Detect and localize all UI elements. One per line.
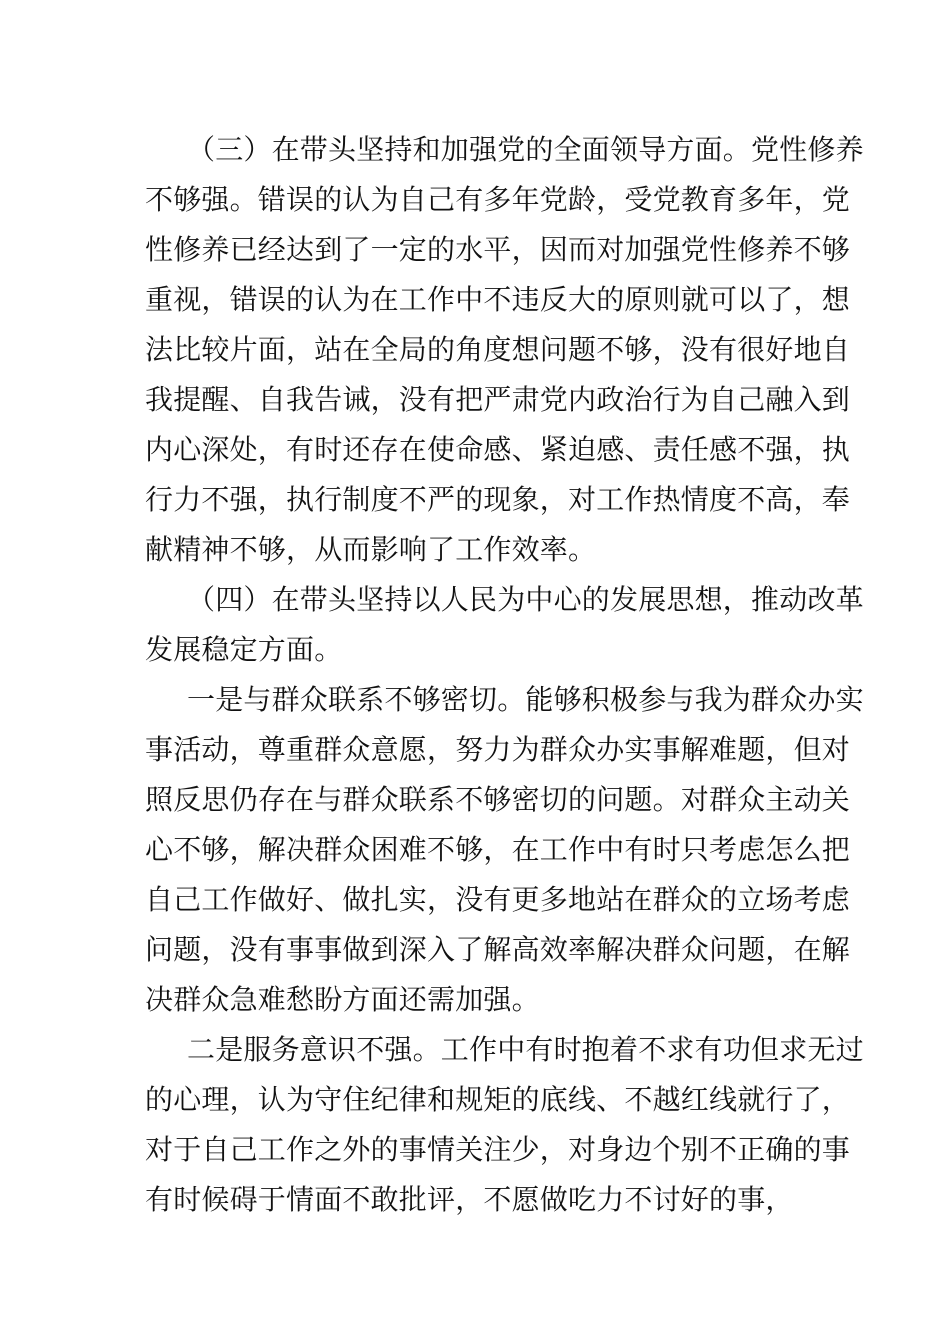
paragraph-line: 性修养已经达到了一定的水平，因而对加强党性修养不够	[145, 233, 851, 266]
paragraph-line: 事活动，尊重群众意愿，努力为群众办实事解难题，但对	[145, 733, 851, 766]
paragraph-line: 法比较片面，站在全局的角度想问题不够，没有很好地自	[145, 333, 851, 366]
paragraph-line: 问题，没有事事做到深入了解高效率解决群众问题，在解	[145, 933, 851, 966]
paragraph-line: 的心理，认为守住纪律和规矩的底线、不越红线就行了，	[145, 1083, 851, 1116]
paragraph-line: 决群众急难愁盼方面还需加强。	[145, 983, 540, 1016]
paragraph-line: 对于自己工作之外的事情关注少，对身边个别不正确的事	[145, 1133, 851, 1166]
paragraph-line: 行力不强，执行制度不严的现象，对工作热情度不高，奉	[145, 483, 851, 516]
paragraph-line: 我提醒、自我告诫，没有把严肃党内政治行为自己融入到	[145, 383, 851, 416]
paragraph-line: 内心深处，有时还存在使命感、紧迫感、责任感不强，执	[145, 433, 851, 466]
paragraph-line: 有时候碍于情面不敢批评，不愿做吃力不讨好的事，	[145, 1183, 794, 1216]
paragraph-line: 不够强。错误的认为自己有多年党龄，受党教育多年，党	[145, 183, 851, 216]
paragraph-line: 自己工作做好、做扎实，没有更多地站在群众的立场考虑	[145, 883, 851, 916]
paragraph-line: 照反思仍存在与群众联系不够密切的问题。对群众主动关	[145, 783, 851, 816]
paragraph-line: 心不够，解决群众困难不够，在工作中有时只考虑怎么把	[145, 833, 851, 866]
paragraph-line: 献精神不够，从而影响了工作效率。	[145, 533, 597, 566]
paragraph-line: 二是服务意识不强。工作中有时抱着不求有功但求无过	[187, 1033, 864, 1066]
paragraph-line: （三）在带头坚持和加强党的全面领导方面。党性修养	[187, 133, 864, 166]
paragraph-line: 重视，错误的认为在工作中不违反大的原则就可以了，想	[145, 283, 851, 316]
paragraph-line: 发展稳定方面。	[145, 633, 343, 666]
paragraph-line: （四）在带头坚持以人民为中心的发展思想，推动改革	[187, 583, 864, 616]
paragraph-line: 一是与群众联系不够密切。能够积极参与我为群众办实	[187, 683, 864, 716]
